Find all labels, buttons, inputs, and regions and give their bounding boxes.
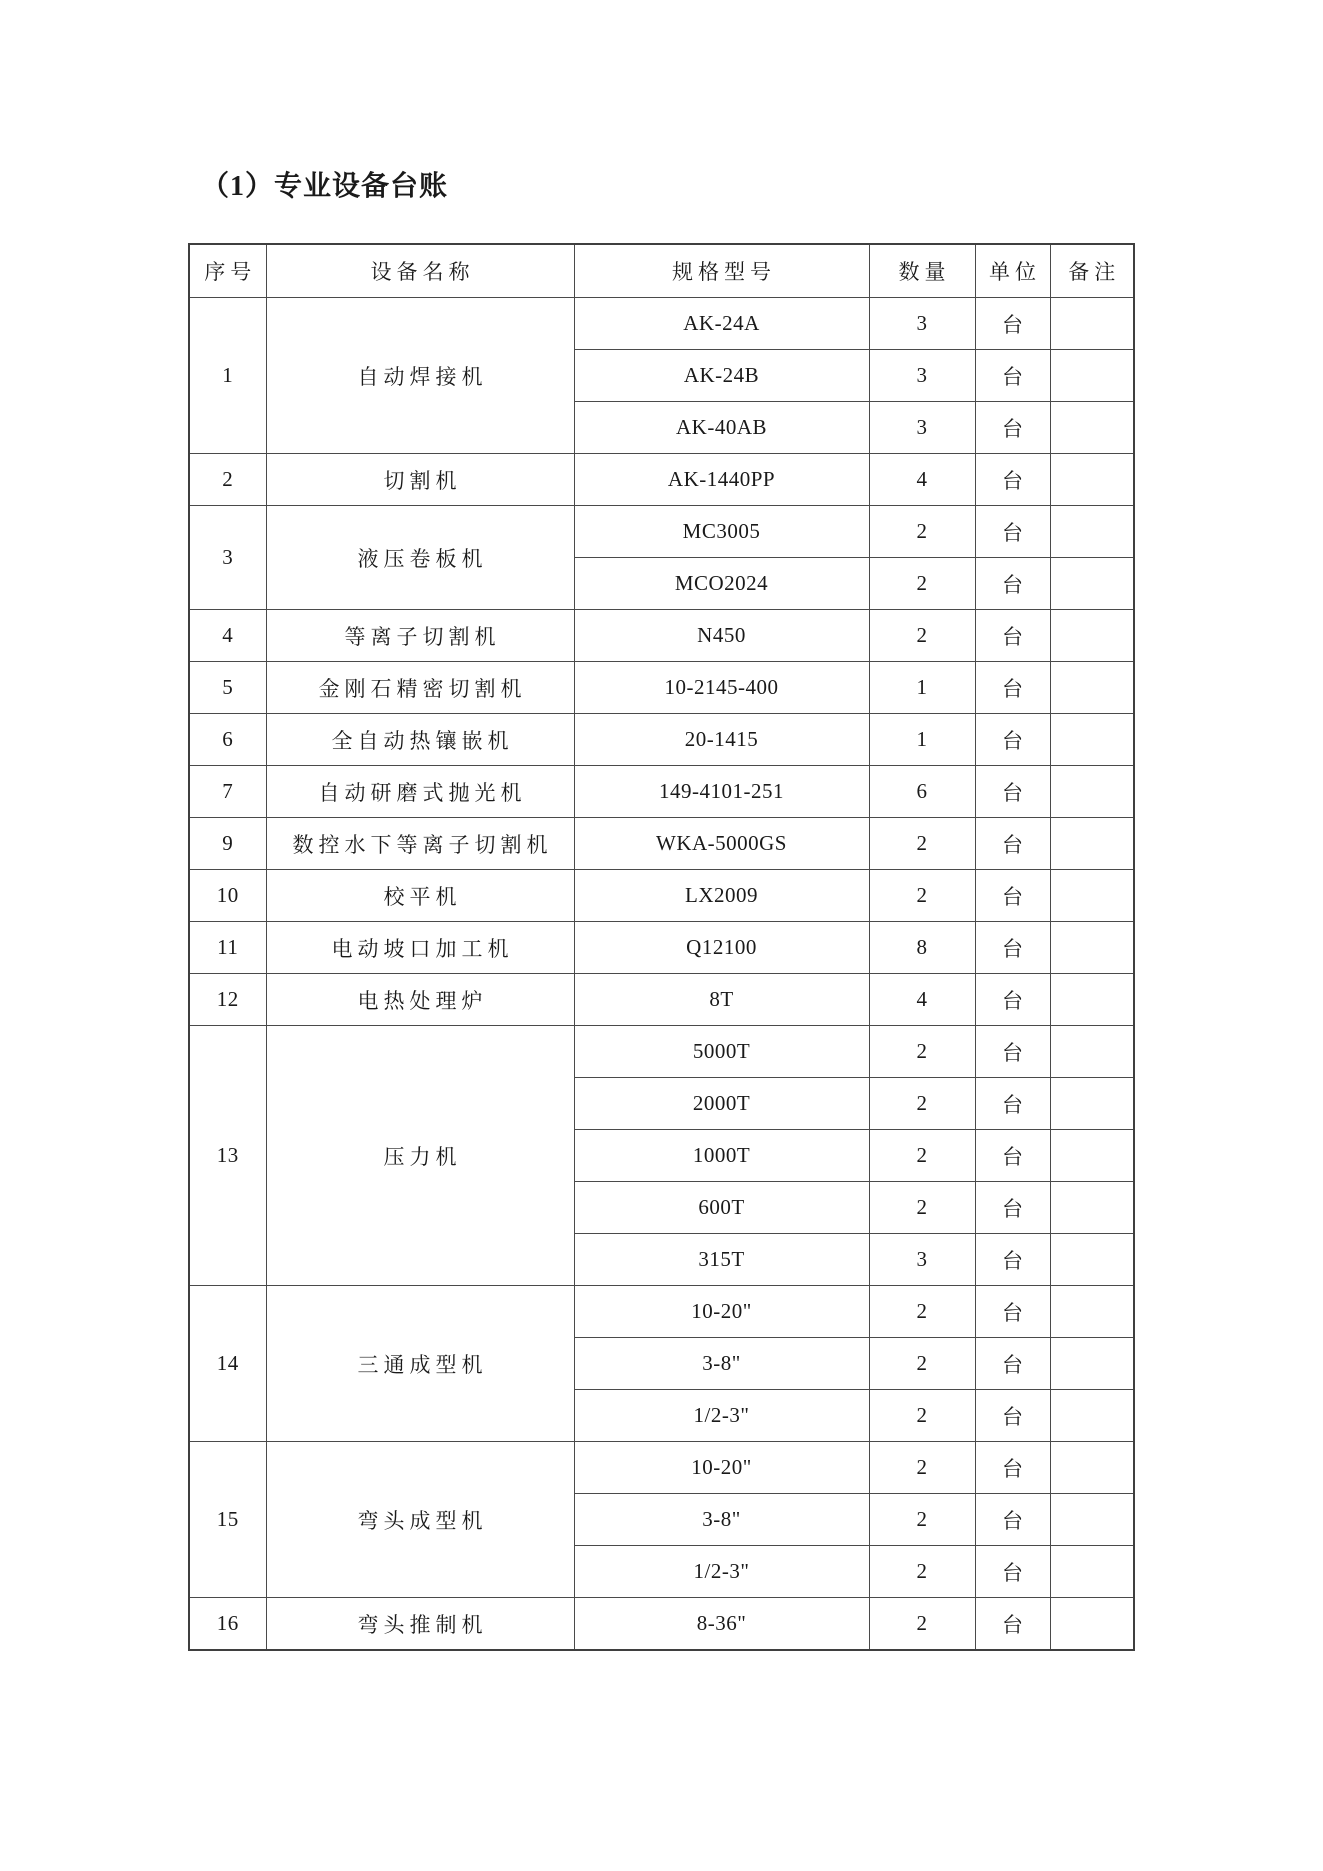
qty-cell: 2 [869,1286,975,1338]
unit-cell: 台 [975,1286,1050,1338]
remark-cell [1050,1442,1134,1494]
table-row [189,766,1134,818]
qty-cell: 2 [869,1546,975,1598]
remark-cell [1050,1286,1134,1338]
equipment-name-cell: 电热处理炉 [266,974,574,1026]
remark-cell [1050,766,1134,818]
spec-cell: 8T [574,974,869,1026]
row-no-cell: 3 [189,506,266,610]
remark-cell [1050,402,1134,454]
spec-cell: N450 [574,610,869,662]
row-no-cell: 1 [189,298,266,454]
qty-cell: 2 [869,870,975,922]
qty-cell: 2 [869,1338,975,1390]
equipment-name-cell: 电动坡口加工机 [266,922,574,974]
row-no-cell: 15 [189,1442,266,1598]
spec-cell: 1/2-3" [574,1390,869,1442]
qty-cell: 2 [869,558,975,610]
row-no-cell: 7 [189,766,266,818]
equipment-name-cell: 液压卷板机 [266,506,574,610]
remark-cell [1050,1182,1134,1234]
qty-cell: 2 [869,1390,975,1442]
column-header-col-remark: 备注 [1050,244,1134,298]
equipment-name-cell: 切割机 [266,454,574,506]
remark-cell [1050,662,1134,714]
equipment-name-cell: 压力机 [266,1026,574,1286]
table-row [189,714,1134,766]
spec-cell: 10-20" [574,1286,869,1338]
unit-cell: 台 [975,870,1050,922]
qty-cell: 1 [869,714,975,766]
unit-cell: 台 [975,558,1050,610]
equipment-name-cell: 等离子切割机 [266,610,574,662]
table-row [189,818,1134,870]
spec-cell: 315T [574,1234,869,1286]
remark-cell [1050,558,1134,610]
row-no-cell: 6 [189,714,266,766]
qty-cell: 3 [869,402,975,454]
page-title: （1）专业设备台账 [201,171,449,202]
header-row [189,244,1134,298]
equipment-name-cell: 自动研磨式抛光机 [266,766,574,818]
table-row [189,870,1134,922]
spec-cell: AK-24A [574,298,869,350]
row-no-cell: 14 [189,1286,266,1442]
spec-cell: 5000T [574,1026,869,1078]
row-no-cell: 16 [189,1598,266,1651]
table-row [189,1286,1134,1338]
remark-cell [1050,506,1134,558]
table-row [189,1026,1134,1078]
equipment-name-cell: 自动焊接机 [266,298,574,454]
table-row [189,922,1134,974]
equipment-name-cell: 金刚石精密切割机 [266,662,574,714]
equipment-table-header [189,244,1134,298]
unit-cell: 台 [975,1130,1050,1182]
unit-cell: 台 [975,922,1050,974]
spec-cell: 1000T [574,1130,869,1182]
remark-cell [1050,1598,1134,1651]
spec-cell: MC3005 [574,506,869,558]
remark-cell [1050,818,1134,870]
remark-cell [1050,1234,1134,1286]
spec-cell: 600T [574,1182,869,1234]
unit-cell: 台 [975,1442,1050,1494]
spec-cell: AK-40AB [574,402,869,454]
spec-cell: LX2009 [574,870,869,922]
row-no-cell: 12 [189,974,266,1026]
row-no-cell: 11 [189,922,266,974]
qty-cell: 3 [869,298,975,350]
unit-cell: 台 [975,1390,1050,1442]
unit-cell: 台 [975,402,1050,454]
spec-cell: AK-1440PP [574,454,869,506]
spec-cell: 8-36" [574,1598,869,1651]
column-header-col-name: 设备名称 [266,244,574,298]
remark-cell [1050,350,1134,402]
equipment-name-cell: 三通成型机 [266,1286,574,1442]
remark-cell [1050,610,1134,662]
remark-cell [1050,1546,1134,1598]
spec-cell: 1/2-3" [574,1546,869,1598]
row-no-cell: 9 [189,818,266,870]
equipment-name-cell: 全自动热镶嵌机 [266,714,574,766]
spec-cell: AK-24B [574,350,869,402]
table-row [189,1442,1134,1494]
spec-cell: 2000T [574,1078,869,1130]
unit-cell: 台 [975,454,1050,506]
equipment-name-cell: 弯头推制机 [266,1598,574,1651]
spec-cell: Q12100 [574,922,869,974]
column-header-col-no: 序号 [189,244,266,298]
unit-cell: 台 [975,1494,1050,1546]
table-row [189,1598,1134,1651]
remark-cell [1050,870,1134,922]
unit-cell: 台 [975,610,1050,662]
remark-cell [1050,714,1134,766]
qty-cell: 3 [869,350,975,402]
spec-cell: WKA-5000GS [574,818,869,870]
unit-cell: 台 [975,298,1050,350]
remark-cell [1050,922,1134,974]
unit-cell: 台 [975,350,1050,402]
unit-cell: 台 [975,818,1050,870]
table-row [189,662,1134,714]
qty-cell: 2 [869,818,975,870]
table-row [189,610,1134,662]
remark-cell [1050,1130,1134,1182]
spec-cell: MCO2024 [574,558,869,610]
qty-cell: 3 [869,1234,975,1286]
qty-cell: 2 [869,1442,975,1494]
qty-cell: 6 [869,766,975,818]
qty-cell: 1 [869,662,975,714]
unit-cell: 台 [975,1182,1050,1234]
qty-cell: 2 [869,1182,975,1234]
qty-cell: 2 [869,610,975,662]
column-header-col-spec: 规格型号 [574,244,869,298]
spec-cell: 20-1415 [574,714,869,766]
equipment-name-cell: 弯头成型机 [266,1442,574,1598]
remark-cell [1050,974,1134,1026]
qty-cell: 4 [869,974,975,1026]
remark-cell [1050,1338,1134,1390]
qty-cell: 2 [869,1598,975,1651]
unit-cell: 台 [975,1598,1050,1651]
qty-cell: 2 [869,1494,975,1546]
unit-cell: 台 [975,1234,1050,1286]
unit-cell: 台 [975,1078,1050,1130]
table-row [189,974,1134,1026]
qty-cell: 8 [869,922,975,974]
equipment-table-body [189,298,1134,1651]
unit-cell: 台 [975,662,1050,714]
remark-cell [1050,1026,1134,1078]
spec-cell: 3-8" [574,1338,869,1390]
unit-cell: 台 [975,1546,1050,1598]
remark-cell [1050,298,1134,350]
column-header-col-unit: 单位 [975,244,1050,298]
remark-cell [1050,1390,1134,1442]
unit-cell: 台 [975,974,1050,1026]
remark-cell [1050,1078,1134,1130]
equipment-table [188,243,1135,1651]
unit-cell: 台 [975,1338,1050,1390]
column-header-col-qty: 数量 [869,244,975,298]
qty-cell: 2 [869,1026,975,1078]
unit-cell: 台 [975,714,1050,766]
spec-cell: 149-4101-251 [574,766,869,818]
qty-cell: 4 [869,454,975,506]
row-no-cell: 5 [189,662,266,714]
qty-cell: 2 [869,1078,975,1130]
row-no-cell: 10 [189,870,266,922]
unit-cell: 台 [975,766,1050,818]
equipment-name-cell: 校平机 [266,870,574,922]
qty-cell: 2 [869,1130,975,1182]
spec-cell: 10-2145-400 [574,662,869,714]
row-no-cell: 2 [189,454,266,506]
remark-cell [1050,454,1134,506]
row-no-cell: 4 [189,610,266,662]
equipment-name-cell: 数控水下等离子切割机 [266,818,574,870]
unit-cell: 台 [975,1026,1050,1078]
spec-cell: 10-20" [574,1442,869,1494]
table-row [189,454,1134,506]
spec-cell: 3-8" [574,1494,869,1546]
row-no-cell: 13 [189,1026,266,1286]
qty-cell: 2 [869,506,975,558]
remark-cell [1050,1494,1134,1546]
unit-cell: 台 [975,506,1050,558]
table-row [189,506,1134,558]
table-row [189,298,1134,350]
